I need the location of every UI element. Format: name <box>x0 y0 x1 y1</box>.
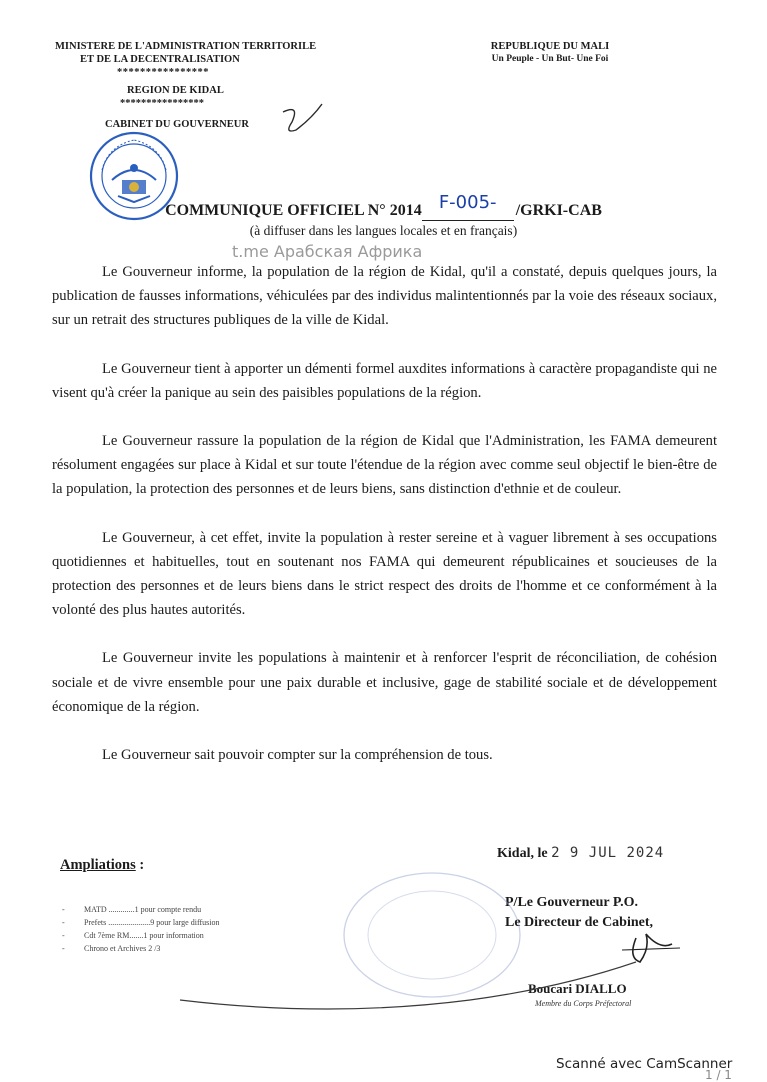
paragraph-6: Le Gouverneur sait pouvoir compter sur la compréhension de tous. <box>102 747 493 764</box>
stamp-icon <box>344 873 520 997</box>
cabinet-label: CABINET DU GOUVERNEUR <box>105 119 249 130</box>
list-item: - Cdt 7ème RM.......1 pour information <box>62 931 204 940</box>
paragraph-4: Le Gouverneur, à cet effet, invite la population à rester sereine et à vaguer librement à ses occupations quotidiennes et habituelles, tout en soutenant nos FAMA qui demeurent républicaines et soucieuses de la protection des personnes et de leurs biens dans le strict respect des droits de l'homme et ce conformément à la volonté des plus hautes autorités. <box>52 529 717 619</box>
place-label: Kidal, le <box>497 846 552 861</box>
title-suffix: /GRKI-CAB <box>515 202 602 219</box>
paragraph-2: Le Gouverneur tient à apporter un démenti formel auxdites informations à caractère propagandiste qui ne visent qu'à créer la panique au sein des paisibles populations de la région. <box>52 360 717 401</box>
header-left <box>55 40 385 131</box>
paragraph-5: Le Gouverneur invite les populations à maintenir et à renforcer l'esprit de réconciliation, de cohésion sociale et de vivre ensemble pour une paix durable et inclusive, gage de stabilité sociale et de développement économique de la région. <box>52 650 717 715</box>
channel-watermark: t.me Арабская Африка <box>232 242 423 261</box>
separator-stars-2: **************** <box>120 98 204 109</box>
signature-block <box>505 893 653 933</box>
ministry-line-2: ET DE LA DECENTRALISATION <box>80 54 240 65</box>
list-item: - Prefets .....................9 pour large diffusion <box>62 918 220 927</box>
ampliations-heading <box>60 857 144 874</box>
ampliations-colon: : <box>135 857 145 873</box>
communique-title <box>0 192 767 221</box>
region-label: REGION DE KIDAL <box>127 85 224 96</box>
date-stamp: 2 9 JUL 2024 <box>551 845 665 861</box>
header-right <box>440 40 660 66</box>
ampliations-label: Ampliations <box>60 857 136 873</box>
republic-label: REPUBLIQUE DU MALI <box>490 41 610 52</box>
paragraph-3: Le Gouverneur rassure la population de la région de Kidal que l'Administration, les FAMA demeurent résolument engagées sur place à Kidal et sur toute l'étendue de la région avec comme seul objectif le bien-être de la population, la protection des personnes et de leurs biens, sans distinction d'ethnie et de couleur. <box>52 433 717 498</box>
signature-icon <box>633 934 672 962</box>
separator-stars-1: **************** <box>117 67 209 78</box>
page-number: 1 / 1 <box>705 1068 732 1082</box>
ministry-line-1: MINISTERE DE L'ADMINISTRATION TERRITORILE <box>55 41 317 52</box>
signature-line-2: Le Directeur de Cabinet, <box>505 915 654 930</box>
signature-line-1: P/Le Gouverneur P.O. <box>505 895 638 910</box>
handwritten-number: F-005- <box>438 192 497 213</box>
ampliations-list <box>62 903 219 955</box>
list-item: - Chrono et Archives 2 /3 <box>62 944 161 953</box>
title-prefix: COMMUNIQUE OFFICIEL N° 2014 <box>165 202 422 219</box>
paragraph-1: Le Gouverneur informe, la population de la région de Kidal, qu'il a constaté, depuis quelques jours, la publication de fausses informations, véhiculées par des individus malintentionnés par la voie des réseaux sociaux, sur un retrait des structures publiques de la ville de Kidal. <box>52 264 717 329</box>
list-item: - MATD .............1 pour compte rendu <box>62 905 202 914</box>
signer-name: Boucari DIALLO <box>528 981 627 996</box>
national-motto: Un Peuple - Un But- Une Foi <box>491 54 609 64</box>
scanner-footer: Scanné avec CamScanner <box>556 1056 733 1072</box>
communique-subtitle: (à diffuser dans les langues locales et en français) <box>249 223 518 238</box>
signer-title: Membre du Corps Préfectoral <box>535 999 632 1008</box>
communique-body <box>52 260 717 767</box>
number-blank <box>422 192 514 221</box>
place-and-date <box>497 845 664 862</box>
